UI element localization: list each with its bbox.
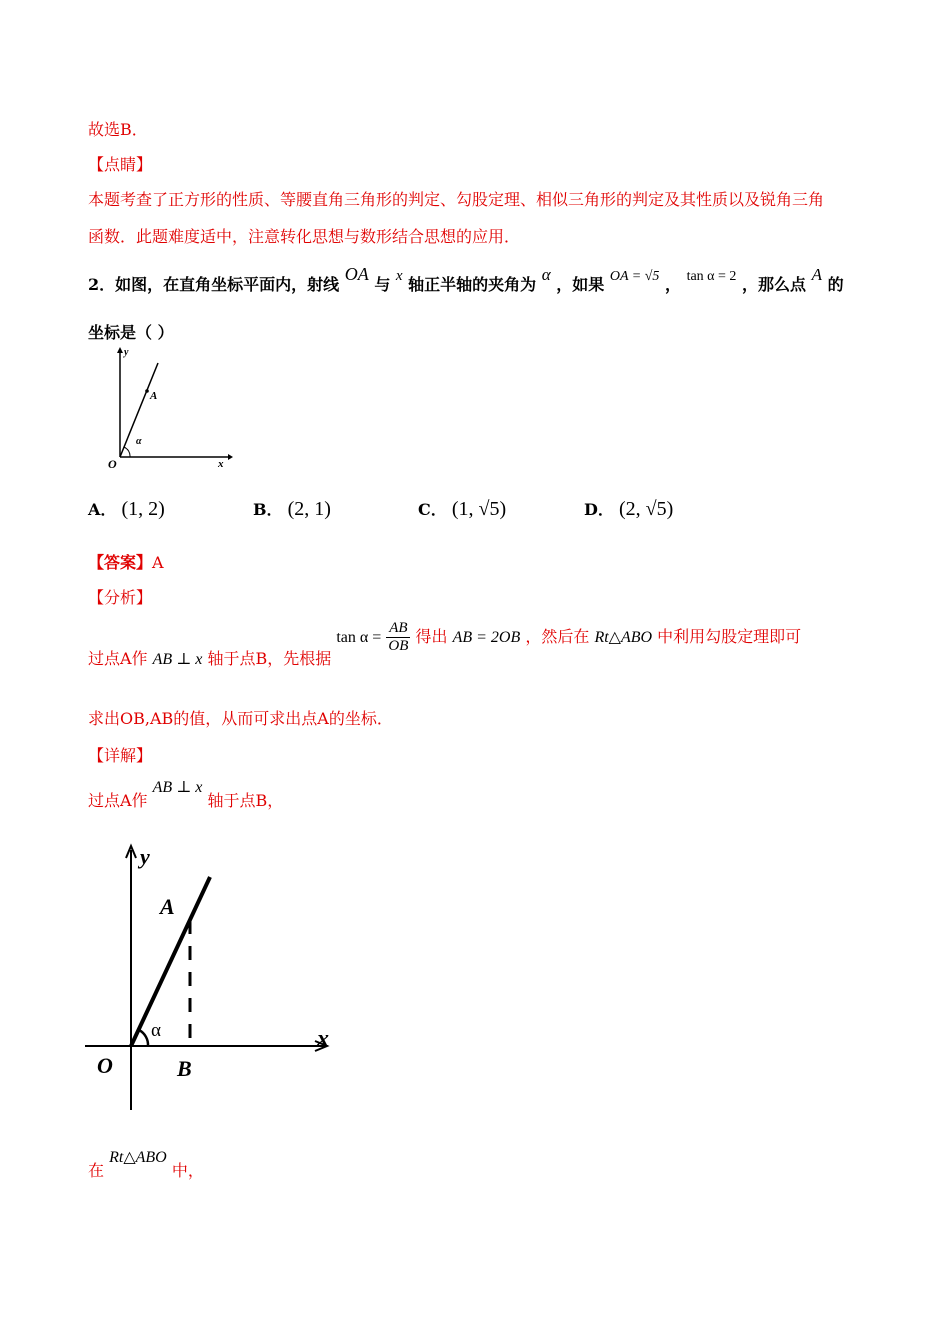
fig1-label-alpha: α [136,436,142,447]
fig2-label-B: B [177,1056,192,1081]
detail-text-2: 轴于点B， [207,791,284,810]
option-a-label: A． [88,500,117,519]
math-A: A [811,265,822,284]
fraction-numerator: AB [386,620,410,638]
fig1-x-arrow [228,454,233,460]
analysis-line-1 [88,620,802,668]
option-c[interactable] [418,497,506,521]
option-b-value: (2, 1) [287,498,331,520]
summary-line-1: 本题考查了正方形的性质、等腰直角三角形的判定、勾股定理、相似三角形的判定及其性质以及锐角三角 [88,190,825,209]
fig1-label-O: O [108,457,117,470]
question-text-6: ，那么点 [742,275,807,294]
analysis-text-4: ，然后在 [525,627,590,646]
question-text-2: 与 [374,275,391,294]
question-line-1 [88,264,844,295]
analysis-text-5: 中利用勾股定理即可 [657,627,802,646]
fig2-label-A: A [160,894,175,919]
fig1-y-arrow [117,347,123,353]
analysis-text-2: 轴于点B，先根据 [207,649,332,668]
option-b[interactable] [253,497,331,521]
figure-small-coordinate [100,345,235,470]
detail-text-3: 在 [88,1161,105,1180]
math-condition-OA: OA = √5 [609,269,660,284]
dianjing-tag: 【点睛】 [88,155,153,174]
detail-text-4: 中， [171,1161,204,1180]
option-c-value: (1, √5) [451,498,507,520]
detail-line-1 [88,779,284,811]
detail-math-triangle: Rt△ABO [109,1149,167,1166]
question-text-7: 的 [827,275,844,294]
analysis-math-ab2ob: AB = 2OB [452,629,521,646]
detail-tag: 【详解】 [88,746,153,765]
analysis-math-triangle: Rt△ABO [594,629,653,646]
option-b-label: B． [253,500,283,519]
answer-line [88,550,164,573]
question-text-1: 如图，在直角坐标平面内，射线 [115,275,340,294]
answer-tag: 【答案】 [88,553,153,572]
detail-math-perp: AB ⊥ x [152,779,203,796]
math-x: x [395,268,403,284]
analysis-math-tan: tan α = [336,629,382,646]
fig1-label-y: y [124,347,129,358]
fig1-angle-arc [124,447,130,457]
option-d-label: D． [584,500,614,519]
option-a-value: (1, 2) [121,498,165,520]
fig2-angle-arc [139,1030,148,1046]
option-d[interactable] [584,497,673,521]
analysis-tag: 【分析】 [88,588,153,607]
fig1-point-A [145,389,149,393]
fig1-label-x: x [218,458,224,470]
option-c-label: C． [418,500,447,519]
detail-line-2 [88,1149,204,1181]
fig2-label-y: y [140,844,150,869]
option-d-value: (2, √5) [618,498,674,520]
analysis-text-1: 过点A作 [88,649,148,668]
analysis-line-2: 求出OB,AB的值，从而可求出点A的坐标． [88,709,393,728]
figure-large-coordinate [85,840,345,1115]
analysis-fraction [386,620,410,655]
analysis-text-3: 得出 [415,627,448,646]
conclusion-text: 故选B． [88,120,148,139]
fig2-label-O: O [97,1053,113,1078]
option-a[interactable] [88,497,165,521]
question-number: 2． [88,275,116,294]
detail-text-1: 过点A作 [88,791,148,810]
math-alpha: α [541,265,551,284]
answer-value: A [152,553,164,572]
summary-line-2: 函数．此题难度适中，注意转化思想与数形结合思想的应用． [88,227,521,246]
question-line-2: 坐标是（ ） [88,323,174,342]
fig2-label-alpha: α [151,1020,161,1041]
math-condition-tan: tan α = 2 [686,269,737,284]
question-text-3: 轴正半轴的夹角为 [408,275,537,294]
math-OA: OA [344,264,369,284]
fraction-denominator: OB [388,638,409,654]
fig2-label-x: x [317,1026,329,1052]
fig1-label-A: A [150,390,158,402]
question-text-5: ， [664,275,681,294]
question-text-4: ，如果 [556,275,605,294]
analysis-math-perp: AB ⊥ x [152,651,203,668]
